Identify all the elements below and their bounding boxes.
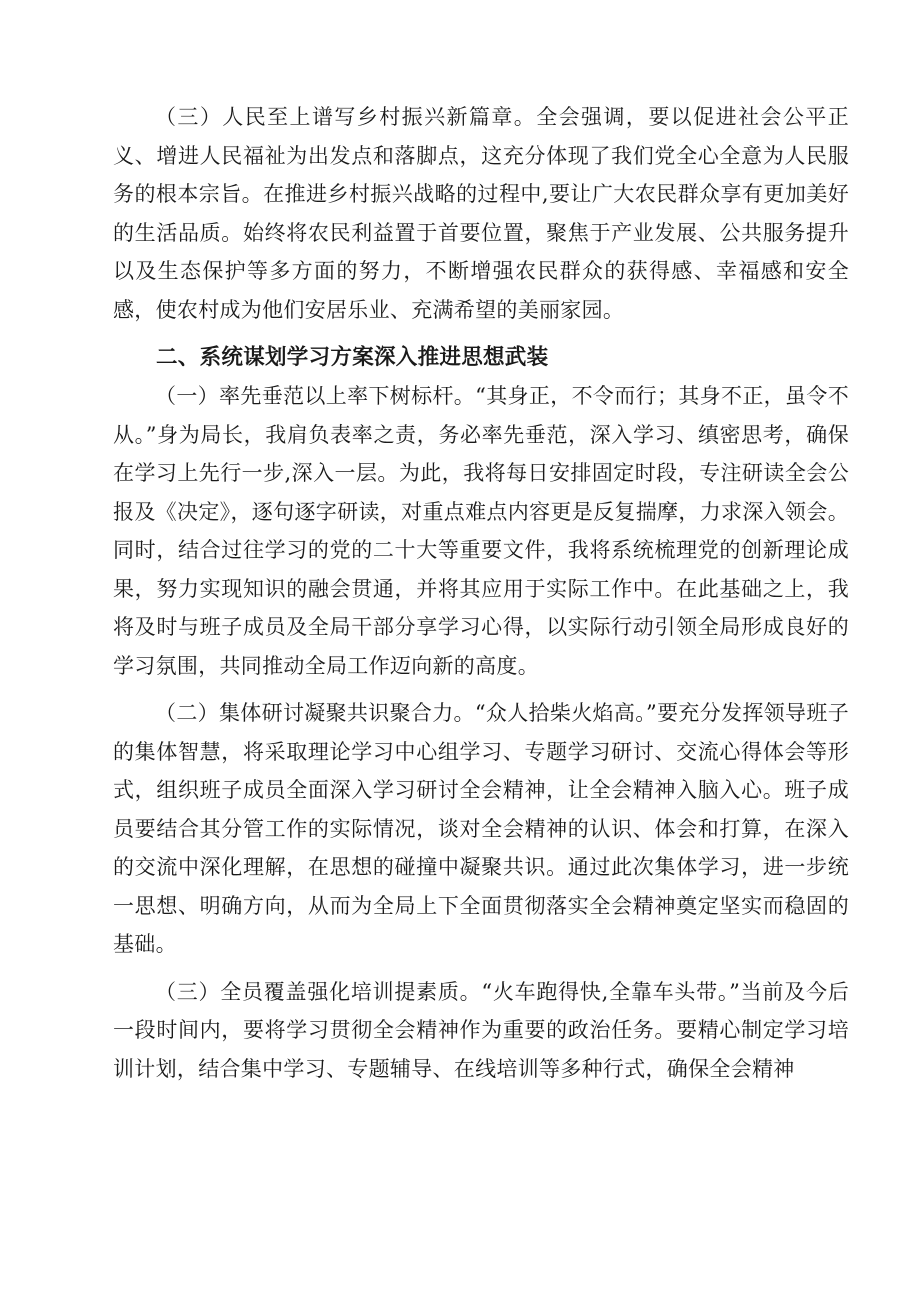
section-heading-2: 二、系统谋划学习方案深入推进思想武装 (156, 345, 549, 370)
paragraph-people-first: （三）人民至上谱写乡村振兴新篇章。全会强调，要以促进社会公平正义、增进人民福祉为出发点和落脚点，这充分体现了我们党全心全意为人民服务的根本宗旨。在推进乡村振兴战略的过程中,要让广大农民群众享有更加美好的生活品质。始终将农民利益置于首要位置，聚焦于产业发展、公共服务提升以及生态保护等多方面的努力，不断增强农民群众的获得感、幸福感和安全感，使农村成为他们安居乐业、充满希望的美丽家园。 (113, 105, 849, 322)
document-page (113, 98, 849, 1088)
paragraph-lead-by-example: （一）率先垂范以上率下树标杆。“其身正，不令而行；其身不正，虽令不从。”身为局长，我肩负表率之责，务必率先垂范，深入学习、缜密思考，确保在学习上先行一步,深入一层。为此，我将每日安排固定时段，专注研读全会公报及《决定》，逐句逐字研读，对重点难点内容更是反复揣摩，力求深入领会。同时，结合过往学习的党的二十大等重要文件，我将系统梳理党的创新理论成果，努力实现知识的融会贯通，并将其应用于实际工作中。在此基础之上，我将及时与班子成员及全局干部分享学习心得，以实际行动引领全局形成良好的学习氛围，共同推动全局工作迈向新的高度。 (113, 384, 849, 678)
paragraph-full-coverage-training: （三）全员覆盖强化培训提素质。“火车跑得快,全靠车头带。”当前及今后一段时间内，要将学习贯彻全会精神作为重要的政治任务。要精心制定学习培训计划，结合集中学习、专题辅导、在线培训等多种行式，确保全会精神 (113, 979, 849, 1081)
paragraph-collective-discussion: （二）集体研讨凝聚共识聚合力。“众人拾柴火焰高。”要充分发挥领导班子的集体智慧，将采取理论学习中心组学习、专题学习研讨、交流心得体会等形式，组织班子成员全面深入学习研讨全会精神，让全会精神入脑入心。班子成员要结合其分管工作的实际情况，谈对全会精神的认识、体会和打算，在深入的交流中深化理解，在思想的碰撞中凝聚共识。通过此次集体学习，进一步统一思想、明确方向，从而为全局上下全面贯彻落实全会精神奠定坚实而稳固的基础。 (113, 701, 849, 956)
